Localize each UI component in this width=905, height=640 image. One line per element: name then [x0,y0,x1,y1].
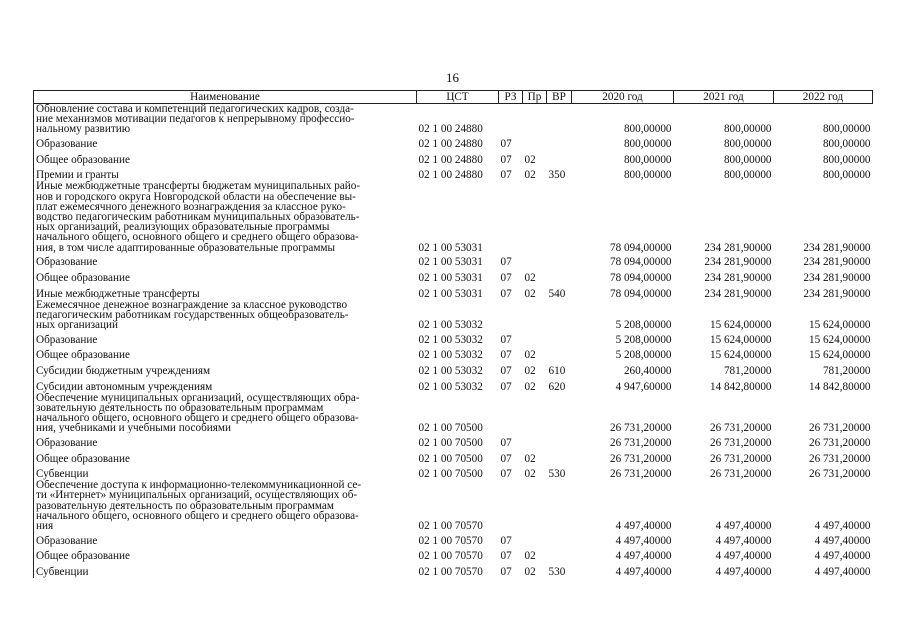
row-name [34,135,417,151]
table-row [34,531,873,547]
cell-y2020: 800,00000 [623,153,672,166]
cell-rz: 07 [500,468,512,481]
cell-y2020: 4 947,60000 [615,380,672,393]
row-name [34,531,417,547]
row-name-line: Премии и гранты [36,169,119,182]
cell-pr: 02 [524,349,536,362]
cell-vr: 530 [548,565,566,578]
cell-y2022: 15 624,00000 [808,319,871,331]
cell-y2020: 26 731,20000 [609,452,672,465]
cell-y2020: 78 094,00000 [609,287,672,300]
cell-y2021: 15 624,00000 [709,319,772,331]
table-row [34,253,873,269]
cell-vr [547,346,572,362]
cell-vr [547,253,572,269]
cell-vr [547,330,572,346]
cell-cst: 02 1 00 70500 [418,422,483,435]
cell-pr: 02 [524,272,536,284]
cell-y2022: 800,00000 [822,138,871,151]
cell-y2021: 4 497,40000 [715,565,772,578]
cell-rz [499,480,523,531]
row-name-line: Образование [36,436,98,449]
cell-y2020: 78 094,00000 [609,241,672,254]
row-name [34,562,417,578]
cell-y2022: 15 624,00000 [808,349,871,362]
cell-pr: 02 [524,452,536,465]
row-name [34,253,417,269]
cell-vr: 610 [548,364,566,377]
row-name-line: водство педагогическим работникам муниципальных образователь- [36,211,360,223]
row-name-line: Общее образование [36,153,130,166]
row-name [34,104,417,135]
row-name-line: Иные межбюджетные трансферты бюджетам муниципальных райо- [36,181,361,193]
row-name [34,181,417,252]
table-row [34,377,873,393]
cell-y2021: 26 731,20000 [709,468,772,481]
cell-vr: 350 [548,169,566,182]
cell-vr [547,181,572,252]
table-row [34,433,873,449]
cell-cst: 02 1 00 70500 [418,468,483,481]
cell-pr [523,104,547,135]
cell-y2020: 4 497,40000 [615,519,672,532]
row-name-line: Образование [36,534,98,547]
cell-y2022: 4 497,40000 [814,565,871,578]
cell-cst: 02 1 00 24880 [418,138,483,151]
cell-y2022: 26 731,20000 [808,422,871,435]
cell-rz: 07 [500,364,512,377]
cell-rz: 07 [500,272,512,284]
cell-y2022: 14 842,80000 [808,380,871,393]
cell-y2020: 4 497,40000 [615,534,672,547]
table-row [34,300,873,331]
table-row [34,150,873,166]
cell-y2021: 15 624,00000 [709,349,772,362]
cell-pr: 02 [524,380,536,393]
cell-cst: 02 1 00 53032 [418,333,483,346]
cell-y2020: 4 497,40000 [615,565,672,578]
row-name [34,330,417,346]
cell-pr [523,433,547,449]
table-body [34,104,873,578]
table-row [34,104,873,135]
cell-y2022: 234 281,90000 [803,241,871,254]
cell-cst: 02 1 00 70500 [418,436,483,449]
row-name-line: Ежемесячное денежное вознаграждение за классное руководство [36,299,348,311]
cell-y2021: 4 497,40000 [715,550,772,563]
cell-y2022: 4 497,40000 [814,534,871,547]
cell-rz: 07 [500,380,512,393]
cell-pr [523,300,547,331]
cell-y2022: 800,00000 [822,169,871,182]
row-name-line: Общее образование [36,349,130,362]
row-name-line: нальному развитию [36,123,131,135]
cell-y2022: 781,20000 [822,364,871,377]
row-name-line: Образование [36,256,98,269]
cell-y2022: 234 281,90000 [803,256,871,269]
cell-y2021: 4 497,40000 [715,534,772,547]
cell-y2021: 234 281,90000 [704,287,772,300]
row-name [34,268,417,284]
row-name-line: ния, в том числе адаптированные образовательные программы [36,241,336,253]
row-name-line: ных организаций, реализующих образовательные программы [36,221,330,234]
cell-vr [547,135,572,151]
table-header-row [34,91,873,104]
cell-vr: 620 [548,380,566,393]
table-row [34,547,873,563]
cell-rz: 07 [500,169,512,182]
row-name-line: нов и городского округа Новгородской области на обеспечение вы- [36,190,356,203]
cell-y2022: 4 497,40000 [814,550,871,563]
row-name [34,166,417,182]
cell-vr [547,393,572,434]
cell-vr: 540 [548,287,566,300]
cell-vr [547,150,572,166]
cell-pr [523,531,547,547]
row-name-line: ния [36,519,54,532]
cell-vr [547,480,572,531]
row-name-line: Образование [36,333,98,346]
row-name-line: Субсидии автономным учреждениям [36,380,213,393]
row-name-line: Субвенции [36,468,89,481]
cell-y2020: 26 731,20000 [609,468,672,481]
cell-y2021: 14 842,80000 [709,380,772,393]
column-header-cst: ЦСТ [417,91,499,104]
cell-y2022: 800,00000 [822,153,871,166]
page-number: 16 [446,70,459,85]
cell-cst: 02 1 00 53032 [418,319,483,331]
column-header-2020: 2020 год [572,91,674,104]
cell-cst: 02 1 00 24880 [418,169,483,182]
row-name [34,465,417,481]
cell-y2021: 26 731,20000 [709,452,772,465]
cell-pr: 02 [524,169,536,182]
cell-pr [523,135,547,151]
cell-rz [499,181,523,252]
cell-cst: 02 1 00 70570 [418,565,483,578]
cell-pr [523,393,547,434]
row-name-line: Образование [36,138,98,151]
cell-y2022: 234 281,90000 [803,272,871,284]
row-name-line: Общее образование [36,272,130,284]
cell-pr: 02 [524,468,536,481]
cell-pr: 02 [524,550,536,563]
cell-cst: 02 1 00 53031 [418,241,483,254]
cell-vr [547,268,572,284]
table-row [34,361,873,377]
cell-y2021: 781,20000 [723,364,772,377]
cell-cst: 02 1 00 70570 [418,550,483,563]
table-row [34,284,873,300]
row-name-line: Субсидии бюджетным учреждениям [36,364,211,377]
table-row [34,465,873,481]
row-name [34,300,417,331]
cell-y2020: 26 731,20000 [609,422,672,435]
cell-y2022: 26 731,20000 [808,452,871,465]
cell-y2022: 4 497,40000 [814,519,871,532]
cell-y2021: 26 731,20000 [709,436,772,449]
cell-y2020: 5 208,00000 [615,349,672,362]
column-header-vr: ВР [547,91,572,104]
cell-rz: 07 [500,534,512,547]
cell-rz: 07 [500,333,512,346]
row-name-line: Обеспечение доступа к информационно-телекоммуникационной се- [36,480,362,492]
cell-y2021: 15 624,00000 [709,333,772,346]
table-row [34,346,873,362]
cell-vr [547,531,572,547]
cell-y2021: 800,00000 [723,138,772,151]
table-row [34,135,873,151]
row-name-line: Общее образование [36,550,130,563]
cell-vr [547,104,572,135]
cell-rz: 07 [500,565,512,578]
row-name [34,480,417,531]
table-row [34,268,873,284]
row-name [34,449,417,465]
row-name-line: Субвенции [36,565,89,578]
cell-vr [547,300,572,331]
table-row [34,181,873,252]
cell-y2021: 4 497,40000 [715,519,772,532]
cell-y2021: 800,00000 [723,153,772,166]
cell-y2022: 234 281,90000 [803,287,871,300]
cell-pr: 02 [524,287,536,300]
cell-y2020: 800,00000 [572,104,674,135]
row-name-line: Общее образование [36,452,130,465]
budget-table [33,90,873,578]
cell-rz: 07 [500,256,512,269]
cell-rz: 07 [500,153,512,166]
cell-y2021: 234 281,90000 [704,256,772,269]
cell-cst: 02 1 00 53031 [418,272,483,284]
row-name-line: ных организаций [36,319,118,331]
cell-rz: 07 [500,550,512,563]
cell-cst: 02 1 00 53032 [418,364,483,377]
row-name [34,547,417,563]
table-row [34,330,873,346]
row-name-line: ние механизмов мотивации педагогов к непрерывному профессио- [36,113,355,126]
cell-rz: 07 [500,452,512,465]
cell-y2021: 234 281,90000 [704,272,772,284]
column-header-rz: РЗ [499,91,523,104]
cell-pr [523,181,547,252]
cell-cst: 02 1 00 70500 [418,452,483,465]
row-name [34,150,417,166]
cell-cst: 02 1 00 53031 [418,287,483,300]
cell-rz: 07 [500,138,512,151]
cell-cst: 02 1 00 70570 [418,519,483,532]
cell-pr: 02 [524,153,536,166]
cell-rz [499,393,523,434]
row-name-line: разовательную деятельность по образовательным программам [36,499,334,512]
row-name-line: Обновление состава и компетенций педагогических кадров, созда- [36,103,354,115]
table-row [34,562,873,578]
column-header-pr: Пр [523,91,547,104]
table-row [34,393,873,434]
cell-y2020: 78 094,00000 [609,256,672,269]
row-name [34,346,417,362]
cell-y2021: 800,00000 [723,169,772,182]
cell-cst: 02 1 00 53031 [418,256,483,269]
column-header-2022: 2022 год [774,91,873,104]
cell-y2021: 800,00000 [674,104,774,135]
table-row [34,480,873,531]
cell-rz: 07 [500,287,512,300]
row-name-line: начального общего, основного общего и среднего общего образова- [36,411,359,424]
row-name-line: начального общего, основного общего и среднего общего образова- [36,509,359,522]
column-header-name: Наименование [34,91,417,104]
cell-rz [499,300,523,331]
cell-y2022: 26 731,20000 [808,436,871,449]
row-name-line: педагогическим работникам государственных общеобразователь- [36,308,349,321]
cell-pr: 02 [524,565,536,578]
cell-pr: 02 [524,364,536,377]
cell-pr [523,330,547,346]
cell-vr [547,547,572,563]
cell-pr [523,480,547,531]
cell-cst: 02 1 00 24880 [418,153,483,166]
table-row [34,449,873,465]
cell-y2021: 234 281,90000 [704,241,772,254]
cell-y2020: 800,00000 [623,169,672,182]
cell-y2022: 800,00000 [774,104,873,135]
cell-cst: 02 1 00 70570 [418,534,483,547]
cell-vr [547,433,572,449]
row-name-line: зовательную деятельность по образовательным программам [36,401,324,414]
column-header-2021: 2021 год [674,91,774,104]
row-name-line: начального общего, основного общего и среднего общего образова- [36,231,359,244]
cell-vr: 530 [548,468,566,481]
row-name-line: ния, учебниками и учебными пособиями [36,422,232,434]
cell-rz: 07 [500,436,512,449]
row-name [34,361,417,377]
row-name [34,284,417,300]
cell-y2022: 15 624,00000 [808,333,871,346]
cell-y2020: 5 208,00000 [615,319,672,331]
row-name [34,377,417,393]
row-name [34,393,417,434]
cell-y2020: 78 094,00000 [609,272,672,284]
cell-y2022: 26 731,20000 [808,468,871,481]
cell-y2020: 26 731,20000 [609,436,672,449]
row-name-line: Обеспечение муниципальных организаций, осуществляющих обра- [36,392,360,404]
cell-y2020: 5 208,00000 [615,333,672,346]
cell-vr [547,449,572,465]
cell-cst: 02 1 00 53032 [418,380,483,393]
cell-rz [499,104,523,135]
cell-rz: 07 [500,349,512,362]
cell-cst: 02 1 00 24880 [417,104,499,135]
row-name-line: ти «Интернет» муниципальных организаций, осуществляющих об- [36,489,358,502]
row-name-line: плат ежемесячного денежного вознаграждения за классное руко- [36,200,346,213]
cell-pr [523,253,547,269]
cell-y2020: 4 497,40000 [615,550,672,563]
row-name [34,433,417,449]
cell-y2020: 260,40000 [623,364,672,377]
table-row [34,166,873,182]
row-name-line: Иные межбюджетные трансферты [36,287,200,300]
cell-y2021: 26 731,20000 [709,422,772,435]
cell-cst: 02 1 00 53032 [418,349,483,362]
cell-y2020: 800,00000 [623,138,672,151]
